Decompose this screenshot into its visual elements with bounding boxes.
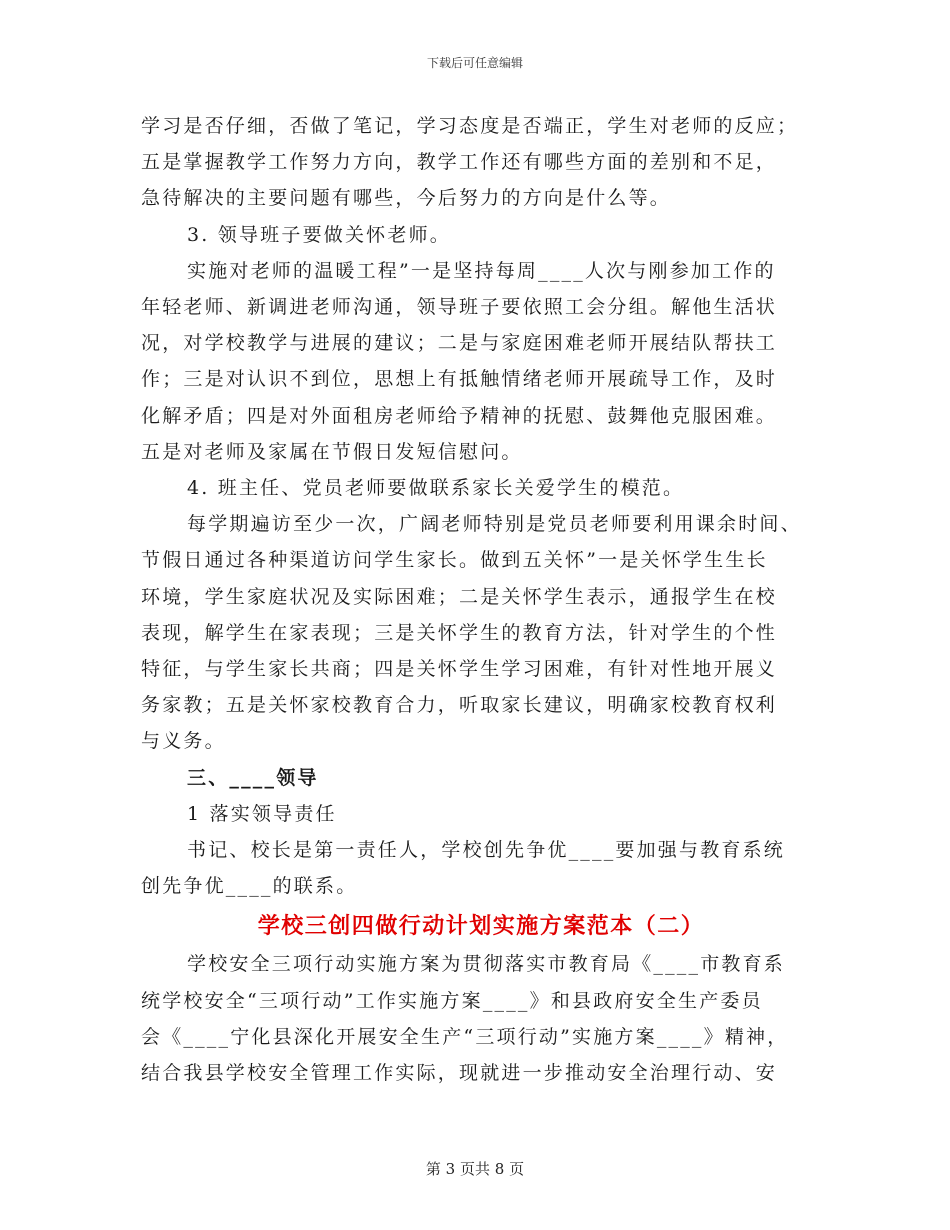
paragraph-line: 特征，与学生家长共商；四是关怀学生学习困难，有针对性地开展义 bbox=[141, 658, 778, 681]
document-body bbox=[141, 108, 821, 1091]
paragraph-line: 年轻老师、新调进老师沟通，领导班子要依照工会分组。解他生活状 bbox=[141, 296, 778, 319]
paragraph-line: 务家教；五是关怀家校教育合力，听取家长建议，明确家校教育权利 bbox=[141, 694, 778, 717]
paragraph-line: 况，对学校教学与进展的建议；二是与家庭困难老师开展结队帮扶工 bbox=[141, 332, 778, 355]
paragraph-line: 节假日通过各种渠道访问学生家长。做到五关怀”一是关怀学生生长 bbox=[141, 549, 768, 572]
paragraph-line: 急待解决的主要问题有哪些，今后努力的方向是什么等。 bbox=[141, 187, 672, 210]
paragraph-line: 会《____宁化县深化开展安全生产“三项行动”实施方案____》精神， bbox=[141, 1025, 789, 1048]
paragraph-line: 学习是否仔细，否做了笔记，学习态度是否端正，学生对老师的反应； bbox=[141, 115, 799, 137]
paragraph-line: 创先争优____的联系。 bbox=[141, 875, 358, 898]
heading-item-4: 4. 班主任、党员老师要做联系家长关爱学生的模范。 bbox=[187, 477, 685, 500]
paragraph-line: 学校安全三项行动实施方案为贯彻落实市教育局《____市教育系 bbox=[187, 953, 786, 976]
paragraph-line: 每学期遍访至少一次，广阔老师特别是党员老师要利用课余时间、 bbox=[187, 513, 802, 536]
subheading-line: 1 落实领导责任 bbox=[187, 802, 337, 825]
paragraph-line: 统学校安全“三项行动”工作实施方案____》和县政府安全生产委员 bbox=[141, 989, 763, 1012]
section-heading-3: 三、____领导 bbox=[187, 766, 319, 789]
paragraph-line: 作；三是对认识不到位，思想上有抵触情绪老师开展疏导工作，及时 bbox=[141, 368, 778, 391]
paragraph-line: 与义务。 bbox=[141, 730, 226, 753]
paragraph-line: 五是对老师及家属在节假日发短信慰问。 bbox=[141, 440, 523, 463]
section-title: 学校三创四做行动计划实施方案范本（二） bbox=[257, 913, 705, 940]
paragraph-line: 表现，解学生在家表现；三是关怀学生的教育方法，针对学生的个性 bbox=[141, 621, 778, 644]
paragraph-line: 化解矛盾；四是对外面租房老师给予精神的抚慰、鼓舞他克服困难。 bbox=[141, 404, 778, 427]
paragraph-line: 实施对老师的温暖工程”一是坚持每周____人次与刚参加工作的 bbox=[187, 259, 776, 282]
page-footer: 第 3 页共 8 页 bbox=[425, 1160, 525, 1178]
paragraph-line: 结合我县学校安全管理工作实际，现就进一步推动安全治理行动、安 bbox=[141, 1062, 778, 1085]
heading-item-3: 3. 领导班子要做关怀老师。 bbox=[187, 223, 451, 246]
header-note: 下载后可任意编辑 bbox=[426, 56, 523, 70]
paragraph-line: 环境，学生家庭状况及实际困难；二是关怀学生表示，通报学生在校 bbox=[141, 585, 778, 608]
paragraph-line: 书记、校长是第一责任人，学校创先争优____要加强与教育系统 bbox=[187, 839, 786, 862]
paragraph-line: 五是掌握教学工作努力方向，教学工作还有哪些方面的差别和不足， bbox=[141, 151, 778, 174]
